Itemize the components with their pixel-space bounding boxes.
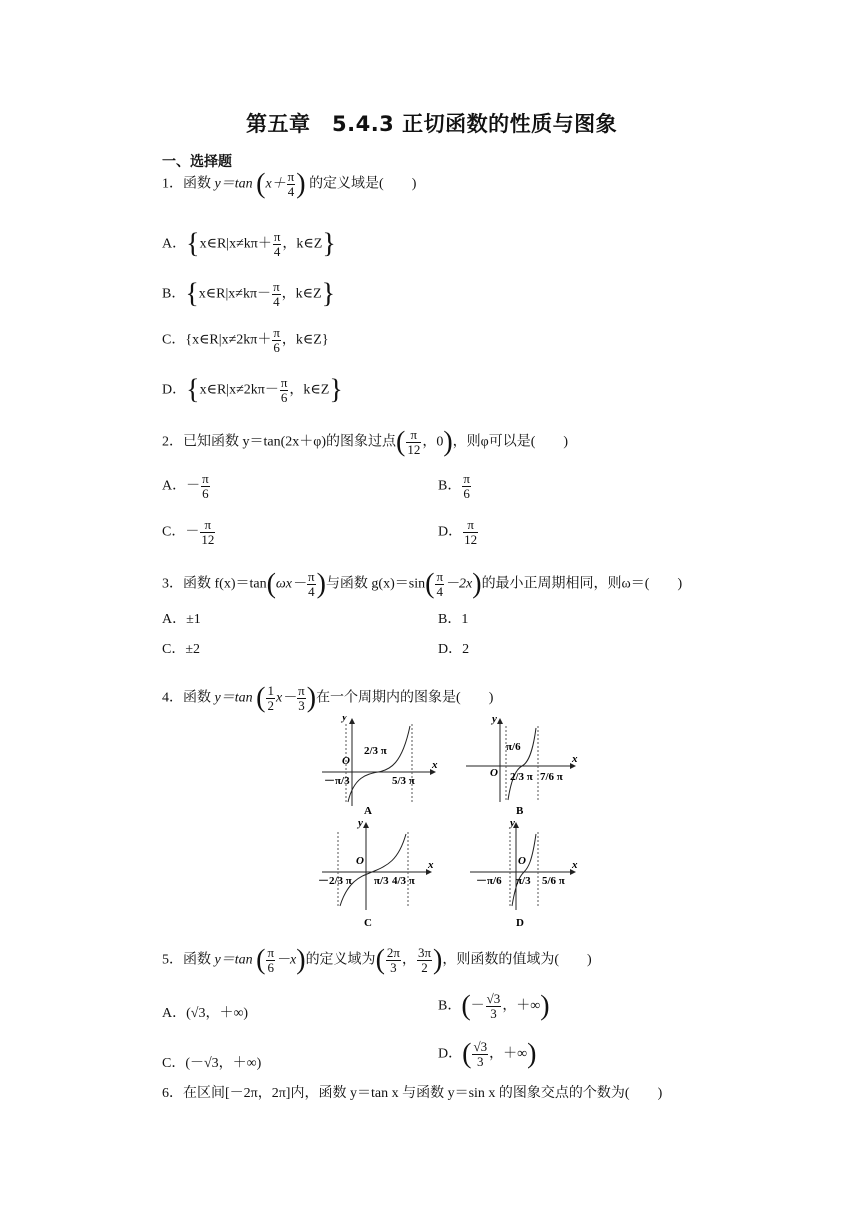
tick-label: π/6: [506, 741, 521, 753]
q2-option-b[interactable]: B． $\frac{\pi}{6}$: [438, 471, 470, 501]
graph-a[interactable]: [318, 716, 438, 816]
y-arrow-icon: [497, 718, 503, 724]
q3-option-d[interactable]: D．2: [438, 642, 470, 657]
q3-option-c[interactable]: C．±2: [162, 642, 201, 657]
q2-option-c[interactable]: C．－ $\frac{\pi}{12}$: [162, 517, 215, 547]
page-title: 第五章 5.4.3 正切函数的性质与图象: [246, 112, 618, 136]
q1-option-a[interactable]: A．{x∈R|x≠kπ＋ $\frac{\pi}{4}$ ，k∈Z}: [162, 228, 336, 260]
tan-curve: [508, 728, 536, 800]
q5-option-a[interactable]: A．(√3，＋∞): [162, 1006, 249, 1021]
y-label: y: [510, 820, 515, 829]
question-3: 3．函数 f(x)＝tan(ωx－ $\frac{\pi}{4}$ )与函数 g(x)＝sin( $\frac{\pi}{4}$ －2x)的最小正周期相同，则ω＝( ): [162, 568, 683, 600]
tick-label: 4/3 π: [392, 875, 415, 887]
q2-option-a[interactable]: A．－ $\frac{\pi}{6}$: [162, 471, 209, 501]
q5-option-b[interactable]: B．(－ $\frac{√3}{3}$ ，＋∞): [438, 990, 550, 1022]
tan-curve: [340, 834, 406, 906]
tick-label: 5/3 π: [392, 775, 415, 787]
origin-label: O: [342, 755, 350, 767]
question-6: 6．在区间[－2π，2π]内，函数 y＝tan x 与函数 y＝sin x 的图象交点的个数为( ): [162, 1086, 663, 1101]
q5-option-c[interactable]: C．(－√3，＋∞): [162, 1056, 262, 1071]
q1-option-b[interactable]: B．{x∈R|x≠kπ－ $\frac{\pi}{4}$ ，k∈Z}: [162, 278, 336, 310]
section-heading: 一、选择题: [162, 154, 232, 170]
origin-label: O: [490, 767, 498, 779]
graph-label: C: [364, 917, 372, 929]
q2-option-d[interactable]: D． $\frac{\pi}{12}$: [438, 517, 478, 547]
tan-curve: [348, 726, 410, 802]
y-arrow-icon: [349, 718, 355, 724]
graph-label: D: [516, 917, 524, 929]
origin-label: O: [518, 855, 526, 867]
x-label: x: [572, 859, 578, 871]
question-5: 5．函数 y＝tan ( $\frac{\pi}{6}$ －x)的定义域为( $\frac{2\pi}{3}$ ， $\frac{3\pi}{2}$ )，则函数的值域为( ): [162, 944, 592, 976]
graph-label: B: [516, 805, 524, 816]
graph-c[interactable]: [318, 820, 438, 930]
tick-label: 7/6 π: [540, 771, 563, 783]
y-label: y: [492, 716, 497, 725]
y-label: y: [358, 820, 363, 829]
graph-d[interactable]: [466, 820, 586, 930]
question-2: 2．已知函数 y＝tan(2x＋φ)的图象过点( $\frac{\pi}{12}$ ，0)，则φ可以是( ): [162, 426, 569, 458]
y-label: y: [342, 716, 347, 723]
x-label: x: [572, 753, 578, 765]
tick-label: 5/6 π: [542, 875, 565, 887]
origin-label: O: [356, 855, 364, 867]
q3-option-a[interactable]: A．±1: [162, 612, 201, 627]
q5-option-d[interactable]: D．( $\frac{√3}{3}$ ，＋∞): [438, 1038, 537, 1070]
tick-label: 2/3 π: [510, 771, 533, 783]
question-4: 4．函数 y＝tan ( $\frac{1}{2}$ x－ $\frac{\pi}{3}$ )在一个周期内的图象是( ): [162, 682, 494, 714]
question-1: 1．函数 y＝tan (x＋ $\frac{\pi}{4}$ ) 的定义域是( ): [162, 168, 417, 200]
q3-option-b[interactable]: B．1: [438, 612, 469, 627]
tick-label: －π/6: [476, 875, 502, 887]
graph-label: A: [364, 805, 372, 816]
tick-label: －π/3: [324, 775, 350, 787]
x-label: x: [432, 759, 438, 771]
tick-label: π/3: [516, 875, 531, 887]
tick-label: π/3: [374, 875, 389, 887]
y-arrow-icon: [363, 822, 369, 828]
x-label: x: [428, 859, 434, 871]
tick-label: －2/3 π: [318, 875, 352, 887]
tick-label: 2/3 π: [364, 745, 387, 757]
graph-b[interactable]: [462, 716, 582, 816]
q1-option-d[interactable]: D．{x∈R|x≠2kπ－ $\frac{\pi}{6}$ ，k∈Z}: [162, 374, 343, 406]
q1-option-c[interactable]: C．{x∈R|x≠2kπ＋ $\frac{\pi}{6}$ ，k∈Z}: [162, 325, 329, 355]
